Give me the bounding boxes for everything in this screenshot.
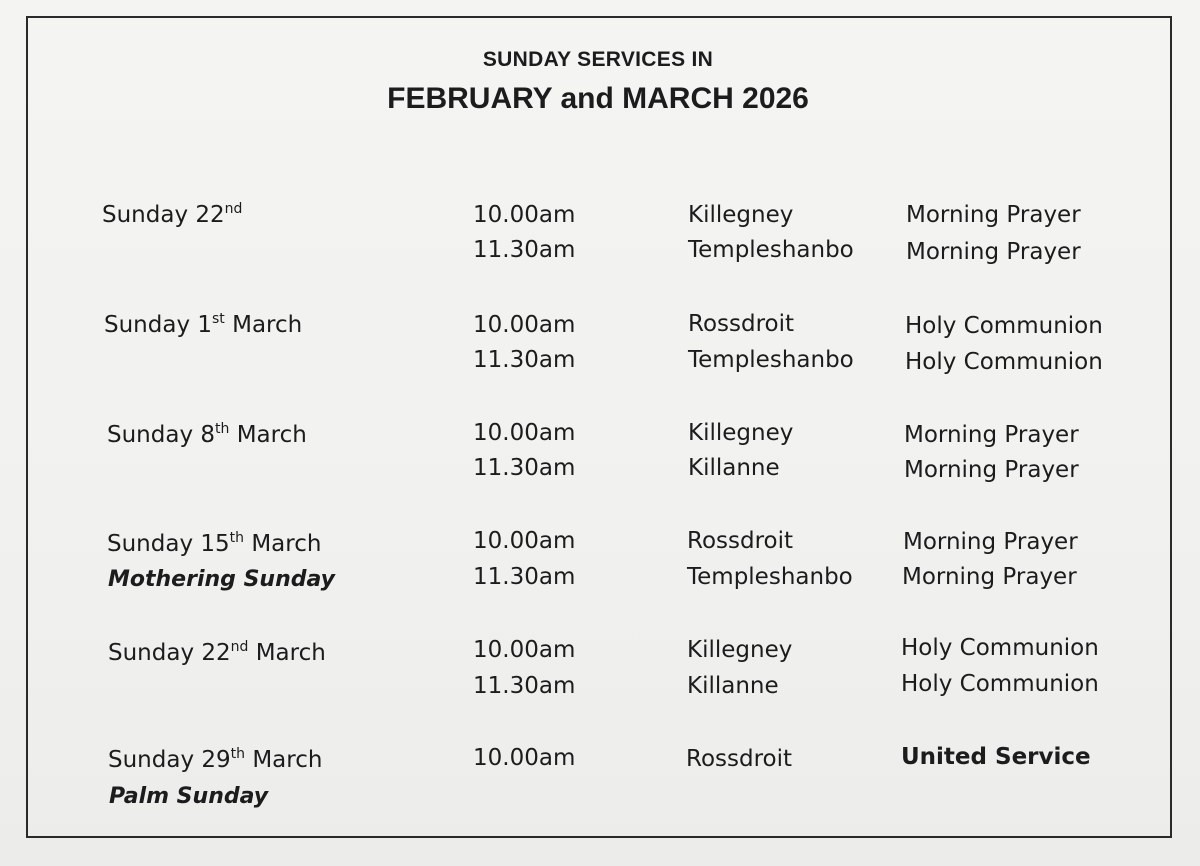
service-church: Killegney <box>687 637 793 663</box>
service-date: Sunday 22nd <box>102 201 243 228</box>
service-church: Killegney <box>688 202 794 228</box>
service-church: Killanne <box>688 455 780 481</box>
service-type: Morning Prayer <box>906 202 1081 228</box>
service-time: 11.30am <box>473 564 576 590</box>
service-time: 10.00am <box>473 420 576 446</box>
service-time: 10.00am <box>473 202 576 228</box>
service-date: Sunday 8th March <box>107 421 307 448</box>
service-type: Holy Communion <box>905 349 1103 375</box>
service-church: Templeshanbo <box>688 237 854 263</box>
service-type: Holy Communion <box>901 635 1099 661</box>
service-type: United Service <box>901 744 1091 770</box>
service-time: 11.30am <box>473 455 576 481</box>
service-occasion: Palm Sunday <box>109 784 269 809</box>
service-type: Morning Prayer <box>902 564 1077 590</box>
service-time: 10.00am <box>473 745 576 771</box>
service-date: Sunday 29th March <box>108 746 323 773</box>
service-church: Killegney <box>688 420 794 446</box>
service-time: 10.00am <box>473 312 576 338</box>
service-occasion: Mothering Sunday <box>108 567 335 592</box>
service-type: Morning Prayer <box>903 529 1078 555</box>
service-type: Morning Prayer <box>904 422 1079 448</box>
service-church: Rossdroit <box>686 746 793 772</box>
service-church: Rossdroit <box>688 311 795 337</box>
service-church: Rossdroit <box>687 528 794 554</box>
service-church: Killanne <box>687 673 779 699</box>
service-church: Templeshanbo <box>688 347 854 373</box>
service-type: Holy Communion <box>905 313 1103 339</box>
service-type: Morning Prayer <box>906 239 1081 265</box>
service-type: Holy Communion <box>901 671 1099 697</box>
heading-line-2: FEBRUARY and MARCH 2026 <box>387 82 809 115</box>
service-church: Templeshanbo <box>687 564 853 590</box>
service-date: Sunday 22nd March <box>108 639 326 666</box>
service-date: Sunday 15th March <box>107 530 322 557</box>
heading-line-1: SUNDAY SERVICES IN <box>482 48 714 71</box>
service-date: Sunday 1st March <box>104 311 303 338</box>
service-time: 11.30am <box>473 673 576 699</box>
service-time: 10.00am <box>473 528 576 554</box>
service-type: Morning Prayer <box>904 457 1079 483</box>
service-time: 11.30am <box>473 347 576 373</box>
service-time: 10.00am <box>473 637 576 663</box>
service-time: 11.30am <box>473 237 576 263</box>
